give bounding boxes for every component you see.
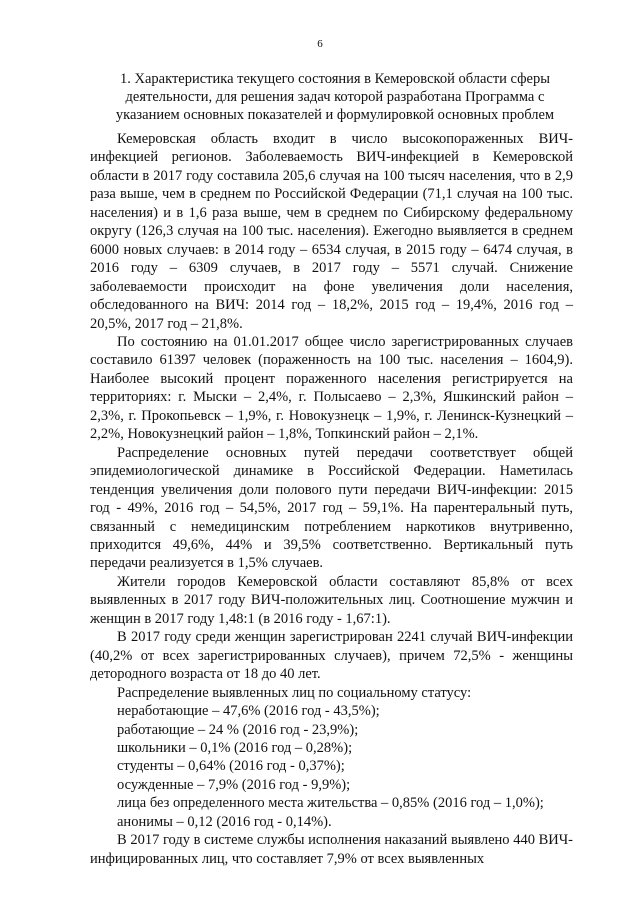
paragraph: По состоянию на 01.01.2017 общее число зарегистрированных случаев составило 61397 человек (пораженность на 100 тыс. населения – 1604,9). Наиболее высокий процент пораженного населения регистрируется на территориях: г. Мыски – 2,4%, г. Полысаево – 2,3%, Яшкинский район – 2,3%, г. Прокопьевск – 1,9%, г. Новокузнецк – 1,9%, г. Ленинск-Кузнецкий – 2,2%, Новокузнецкий район – 1,8%, Топкинский район – 2,1%. [90,333,573,443]
page-number: 6 [317,38,323,50]
list-item: анонимы – 0,12 (2016 год - 0,14%). [117,813,332,830]
paragraph: Распределение выявленных лиц по социальному статусу: [117,684,472,701]
paragraph: В 2017 году в системе службы исполнения наказаний выявлено 440 ВИЧ-инфицированных лиц, что составляет 7,9% от всех выявленных [90,832,573,867]
list-item: неработающие – 47,6% (2016 год - 43,5%); [117,703,380,720]
list-item: лица без определенного места жительства – 0,85% (2016 год – 1,0%); [117,795,544,812]
paragraph: Жители городов Кемеровской области составляют 85,8% от всех выявленных в 2017 году ВИЧ-положительных лиц. Соотношение мужчин и женщин в 2017 году 1,48:1 (в 2016 году - 1,67:1). [90,573,573,627]
list-item: школьники – 0,1% (2016 год – 0,28%); [117,739,353,756]
section-heading: 1. Характеристика текущего состояния в Кемеровской области сферы деятельности, для решения задач которой разработана Программа с указанием основных показателей и формулировкой основных проблем [115,71,555,123]
paragraph: Кемеровская область входит в число высокопораженных ВИЧ-инфекцией регионов. Заболеваемость ВИЧ-инфекцией в Кемеровской области в 2017 году составила 205,6 случая на 100 тысяч населения, что в 2,9 раза выше, чем в среднем по Российской Федерации (71,1 случая на 100 тыс. населения) и в 1,6 раза выше, чем в среднем по Сибирскому федеральному округу (126,3 случая на 100 тыс. населения). Ежегодно выявляется в среднем 6000 новых случаев: в 2014 году – 6534 случая, в 2015 году – 6474 случая, в 2016 году – 6309 случаев, в 2017 году – 5571 случай. Снижение заболеваемости происходит на фоне увеличения доли населения, обследованного на ВИЧ: 2014 год – 18,2%, 2015 год – 19,4%, 2016 год – 20,5%, 2017 год – 21,8%. [90,131,573,332]
paragraph: Распределение основных путей передачи соответствует общей эпидемиологической динамике в Российской Федерации. Наметилась тенденция увеличения доли полового пути передачи ВИЧ-инфекции: 2015 год - 49%, 2016 год – 54,5%, 2017 год – 59,1%. На парентеральный путь, связанный с немедицинским потреблением наркотиков внутривенно, приходится 49,6%, 44% и 39,5% соответственно. Вертикальный путь передачи реализуется в 1,5% случаев. [90,444,573,572]
document-body [90,130,573,868]
list-item: осужденные – 7,9% (2016 год - 9,9%); [117,776,351,793]
paragraph: В 2017 году среди женщин зарегистрирован 2241 случай ВИЧ-инфекции (40,2% от всех зарегистрированных случаев), причем 72,5% - женщины детородного возраста от 18 до 40 лет. [90,629,573,683]
list-item: студенты – 0,64% (2016 год - 0,37%); [117,758,345,775]
list-item: работающие – 24 % (2016 год - 23,9%); [117,721,359,738]
